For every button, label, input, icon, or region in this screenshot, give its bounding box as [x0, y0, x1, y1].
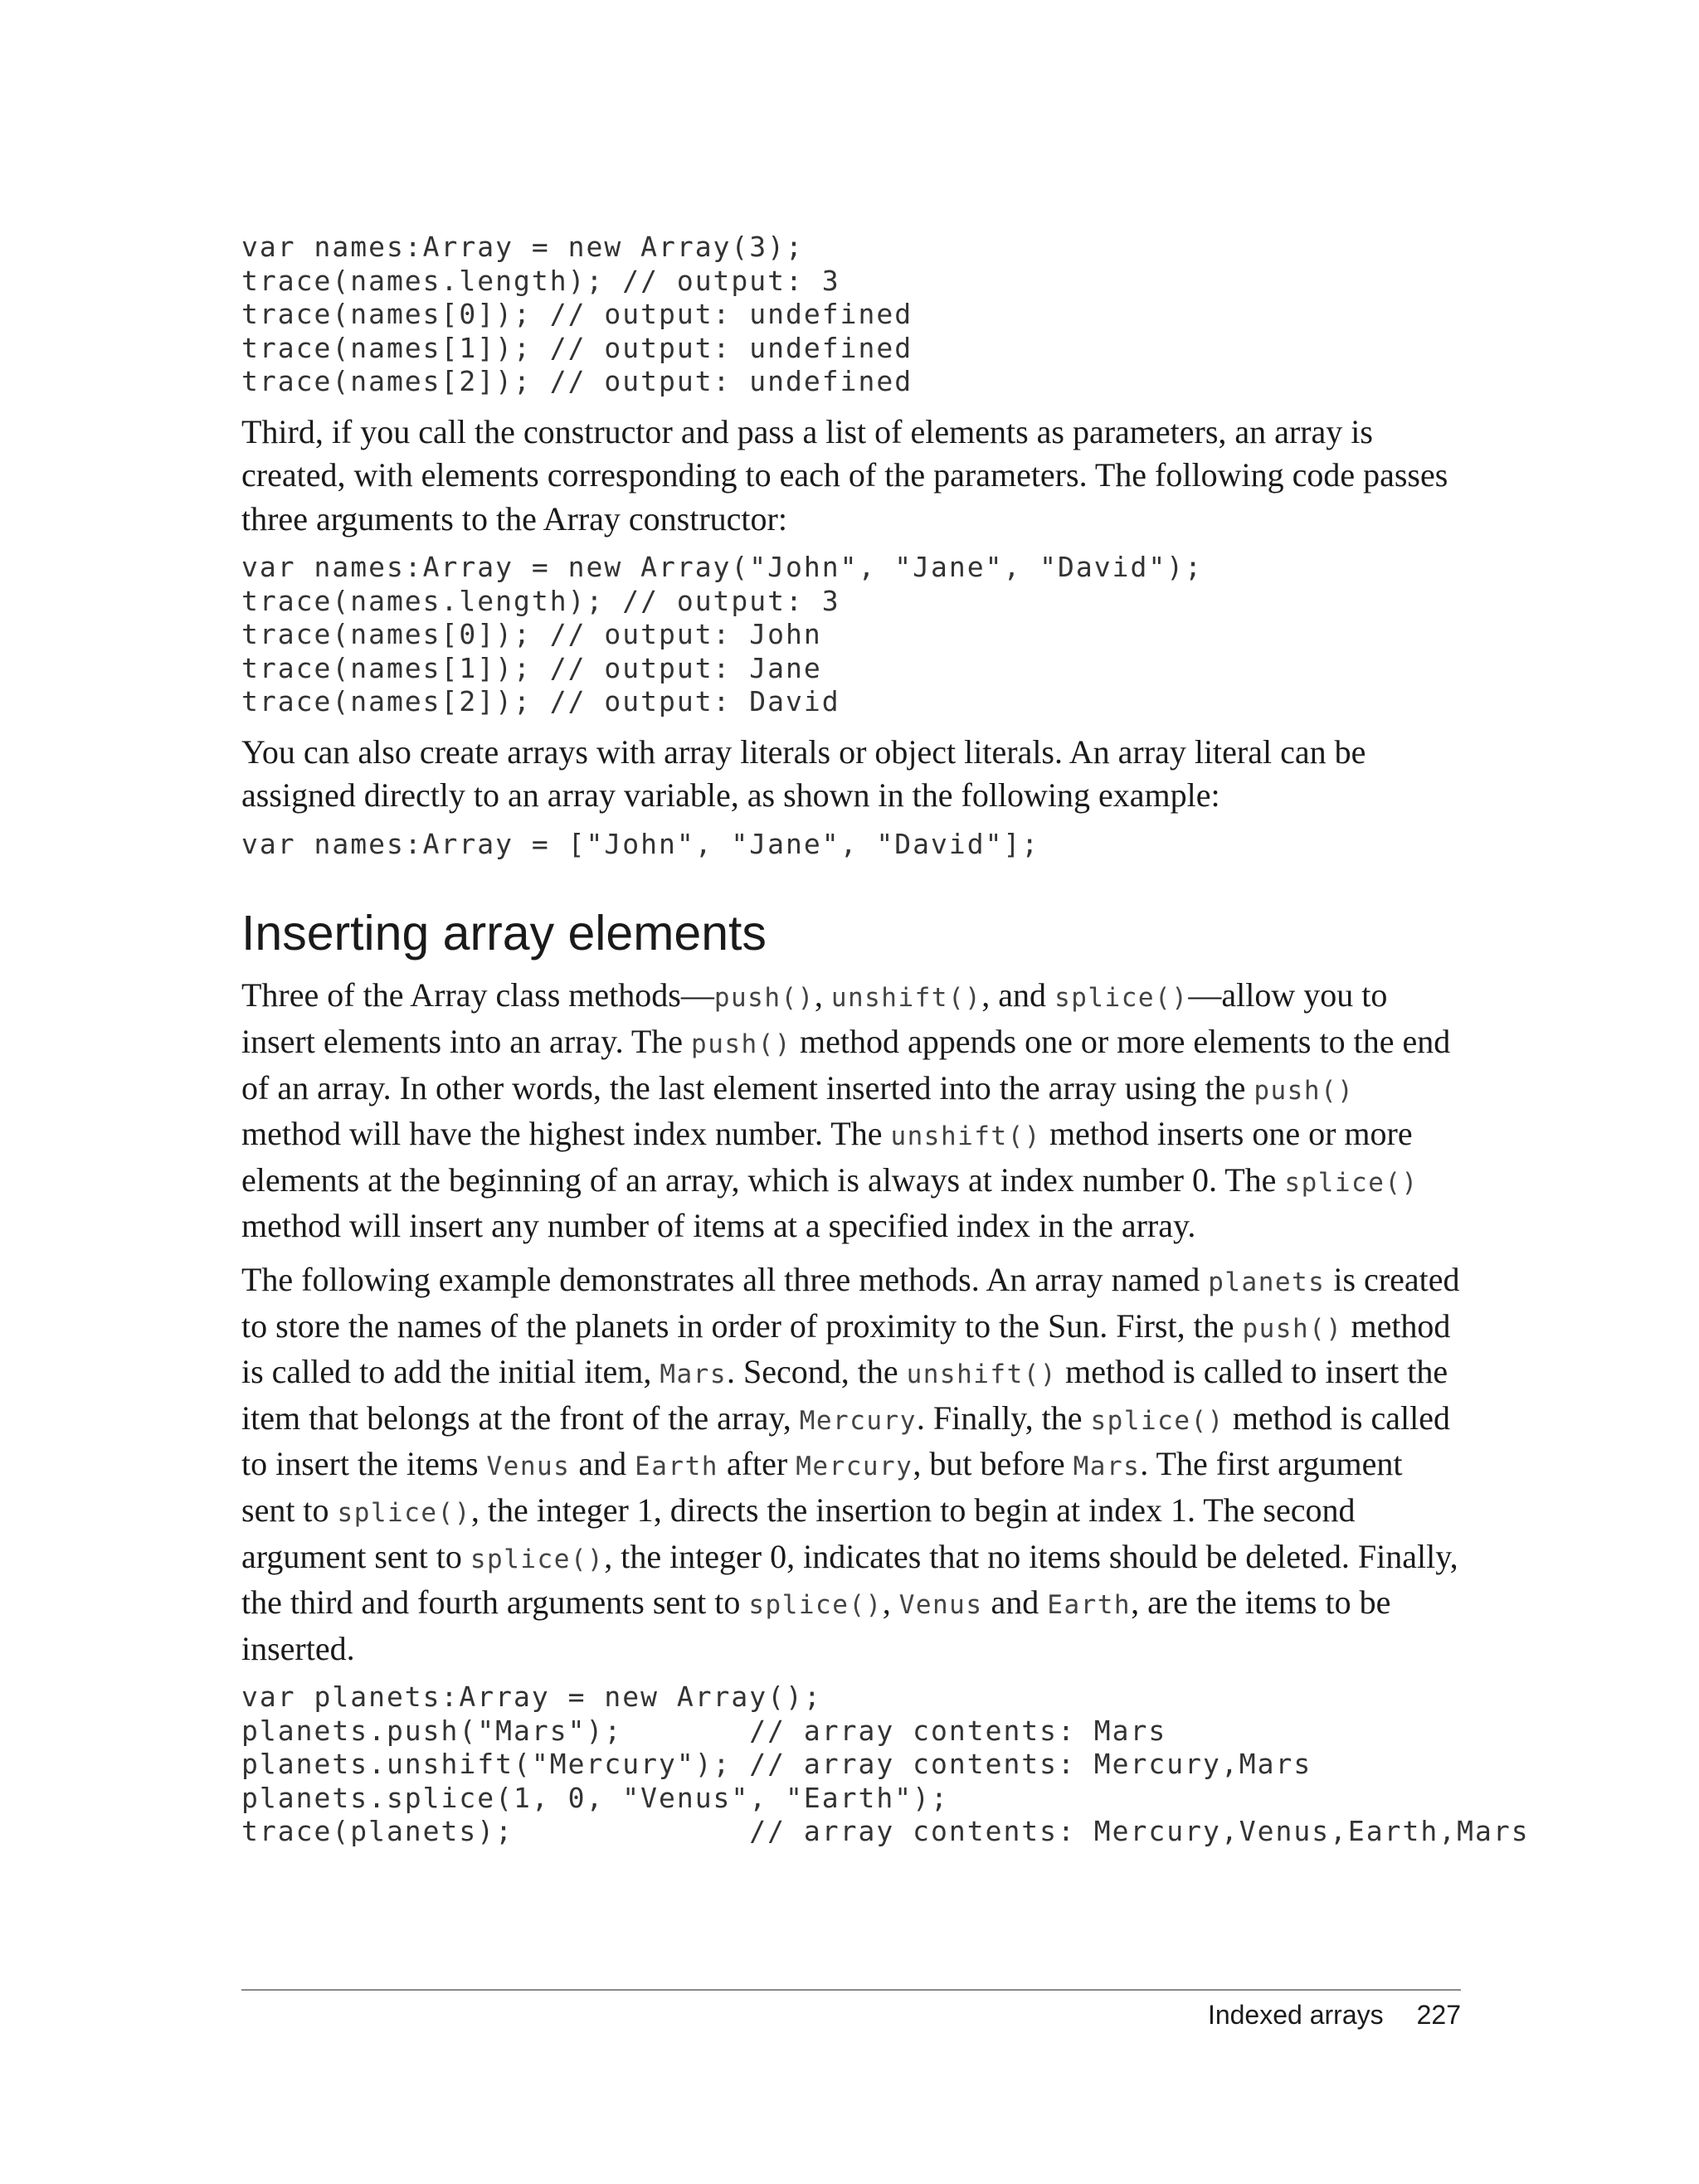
inline-code: Mars [1073, 1452, 1141, 1482]
code-line: planets.push("Mars"); // array contents: Mars [241, 1714, 1167, 1747]
code-line: var names:Array = new Array(3); [241, 231, 804, 263]
code-line: planets.unshift("Mercury"); // array contents: Mercury,Mars [241, 1748, 1312, 1781]
code-block-array-length [241, 231, 1461, 399]
inline-code: Mercury [799, 1405, 917, 1436]
inline-code: Mercury [796, 1452, 913, 1482]
code-line: trace(names[1]); // output: undefined [241, 331, 913, 364]
code-line: trace(names[2]); // output: undefined [241, 365, 913, 397]
code-block-array-constructor [241, 551, 1461, 719]
inline-code: push() [1242, 1313, 1343, 1344]
section-heading: Inserting array elements [241, 906, 767, 961]
page-footer [1208, 2000, 1461, 2031]
code-block-array-literal [241, 828, 1461, 862]
code-line: trace(names[0]); // output: John [241, 618, 822, 651]
inline-code: splice() [748, 1590, 883, 1621]
inline-code: splice() [1284, 1167, 1419, 1198]
running-footer-section: Indexed arrays [1207, 2000, 1384, 2030]
paragraph-planets-example: The following example demonstrates all three methods. An array named planets is created to store the names of the planets in order of proximity to the Sun. First, the push() method is called to add the initial item, Mars. Second, the unshift() method is called to insert the item that belongs at the front of the array, Mercury. Finally, the splice() method is called to insert the items Venus and Earth after Mercury, but before Mars. The first argument sent to splice(), the integer 1, directs the insertion to begin at index 1. The second argument sent to splice(), the integer 0, indicates that no items should be deleted. Finally, the third and fourth arguments sent to splice(), Venus and Earth, are the items to be inserted. [241, 1261, 1460, 1667]
inline-code: splice() [470, 1544, 605, 1574]
code-line: trace(names.length); // output: 3 [241, 584, 840, 617]
page-number: 227 [1416, 2000, 1461, 2030]
inline-code: unshift() [906, 1360, 1058, 1390]
code-block-planets [241, 1681, 1530, 1849]
code-line: planets.splice(1, 0, "Venus", "Earth"); [241, 1781, 949, 1814]
inline-code: unshift() [890, 1121, 1041, 1152]
inline-code: push() [691, 1029, 792, 1060]
inline-code: Earth [1047, 1590, 1132, 1621]
inline-code: splice() [1090, 1405, 1224, 1436]
code-line: var names:Array = ["John", "Jane", "David"]; [241, 827, 1040, 860]
paragraph-array-literals: You can also create arrays with array literals or object literals. An array literal can be assigned directly to an array variable, as shown in the following example: [241, 732, 1366, 815]
code-line: trace(names.length); // output: 3 [241, 264, 840, 297]
inline-code: splice() [337, 1498, 471, 1528]
code-line: trace(planets); // array contents: Mercury,Venus,Earth,Mars [241, 1815, 1530, 1848]
code-line: trace(names[0]); // output: undefined [241, 298, 913, 330]
inline-code: push() [713, 983, 815, 1014]
inline-code: Mars [660, 1360, 727, 1390]
inline-code: Earth [635, 1452, 718, 1482]
inline-code: push() [1254, 1075, 1355, 1106]
code-line: trace(names[2]); // output: David [241, 685, 840, 718]
code-line: var planets:Array = new Array(); [241, 1681, 822, 1714]
inline-code: unshift() [830, 983, 982, 1014]
inline-code: Venus [898, 1590, 983, 1621]
inline-code: splice() [1054, 983, 1189, 1014]
code-line: var names:Array = new Array("John", "Jane", "David"); [241, 551, 1203, 584]
inline-code: planets [1208, 1267, 1326, 1298]
footer-divider [241, 1989, 1461, 1991]
code-line: trace(names[1]); // output: Jane [241, 651, 822, 684]
paragraph-insert-methods: Three of the Array class methods—push(), unshift(), and splice()—allow you to insert elements into an array. The push() method appends one or more elements to the end of an array. In other words, the last element inserted into the array using the push() method will have the highest index number. The unshift() method inserts one or more elements at the beginning of an array, which is always at index number 0. The splice() method will insert any number of items at a specified index in the array. [241, 976, 1451, 1245]
paragraph-constructor-list: Third, if you call the constructor and pass a list of elements as parameters, an array is created, with elements corresponding to each of the parameters. The following code passes three arguments to the Array constructor: [241, 412, 1448, 537]
page-content [241, 231, 1530, 1849]
inline-code: Venus [486, 1452, 571, 1482]
